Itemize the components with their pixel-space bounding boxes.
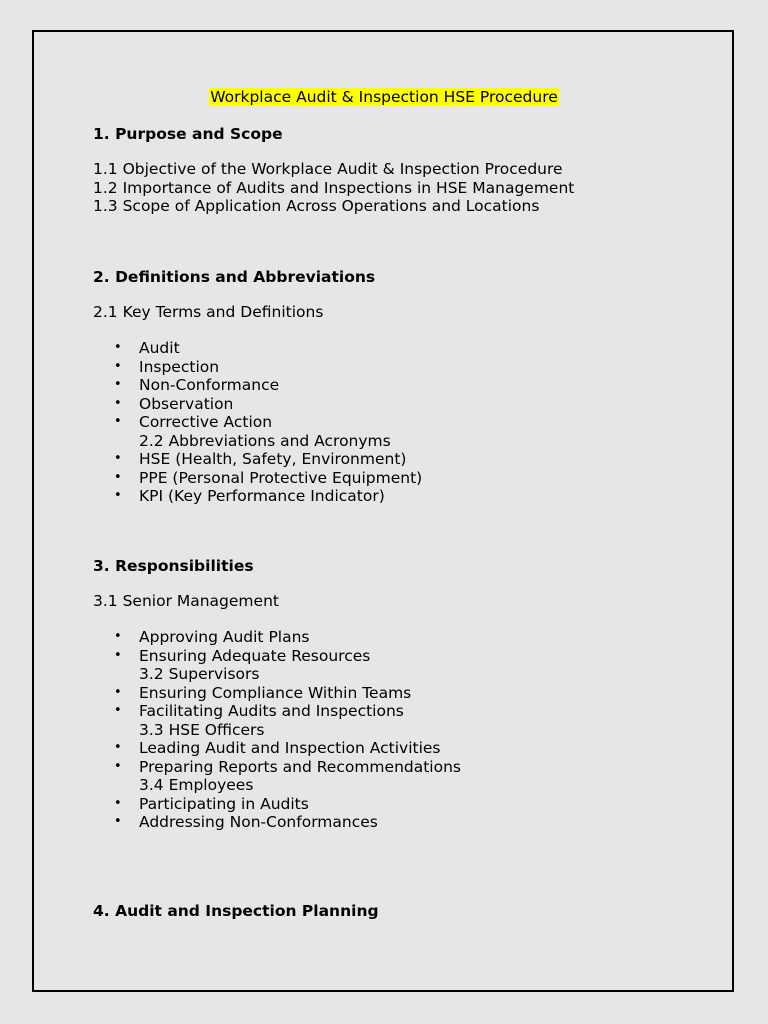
list-item: • Audit bbox=[93, 339, 422, 358]
list-item: • KPI (Key Performance Indicator) bbox=[93, 487, 422, 506]
section-2-heading: 2. Definitions and Abbreviations bbox=[93, 268, 376, 286]
section-2-subheading: 2.1 Key Terms and Definitions bbox=[93, 303, 324, 321]
list-item: • Facilitating Audits and Inspections bbox=[93, 702, 461, 721]
list-item: • Ensuring Compliance Within Teams bbox=[93, 684, 461, 703]
list-subheading: 3.4 Employees bbox=[139, 776, 254, 794]
list-item: • HSE (Health, Safety, Environment) bbox=[93, 450, 422, 469]
list-item: • Preparing Reports and Recommendations bbox=[93, 758, 461, 777]
list-item: • Addressing Non-Conformances bbox=[93, 813, 461, 832]
section-4-heading: 4. Audit and Inspection Planning bbox=[93, 902, 379, 920]
section-1-heading: 1. Purpose and Scope bbox=[93, 125, 283, 143]
list-item: • PPE (Personal Protective Equipment) bbox=[93, 469, 422, 488]
document-page bbox=[32, 30, 734, 992]
list-subheading: 3.2 Supervisors bbox=[139, 665, 260, 683]
list-item: • Inspection bbox=[93, 358, 422, 377]
list-item: • Participating in Audits bbox=[93, 795, 461, 814]
list-item: • Observation bbox=[93, 395, 422, 414]
section-3-list bbox=[93, 628, 461, 832]
document-title-text: Workplace Audit & Inspection HSE Procedure bbox=[210, 88, 558, 106]
list-item: • Non-Conformance bbox=[93, 376, 422, 395]
section-1-line-1: 1.1 Objective of the Workplace Audit & Inspection Procedure bbox=[93, 160, 563, 178]
document-title bbox=[93, 88, 675, 107]
list-item: • Ensuring Adequate Resources bbox=[93, 647, 461, 666]
list-subheading: 3.3 HSE Officers bbox=[139, 720, 265, 739]
section-3-heading: 3. Responsibilities bbox=[93, 557, 254, 575]
section-3-subheading: 3.1 Senior Management bbox=[93, 592, 279, 610]
list-subheading: 2.2 Abbreviations and Acronyms bbox=[139, 431, 391, 450]
section-1-line-2: 1.2 Importance of Audits and Inspections in HSE Management bbox=[93, 178, 575, 197]
list-item: • Approving Audit Plans bbox=[93, 628, 461, 647]
section-1-line-3: 1.3 Scope of Application Across Operations and Locations bbox=[93, 197, 540, 215]
list-item: • Corrective Action bbox=[93, 413, 422, 432]
list-item: • Leading Audit and Inspection Activities bbox=[93, 739, 461, 758]
section-2-list bbox=[93, 339, 422, 506]
